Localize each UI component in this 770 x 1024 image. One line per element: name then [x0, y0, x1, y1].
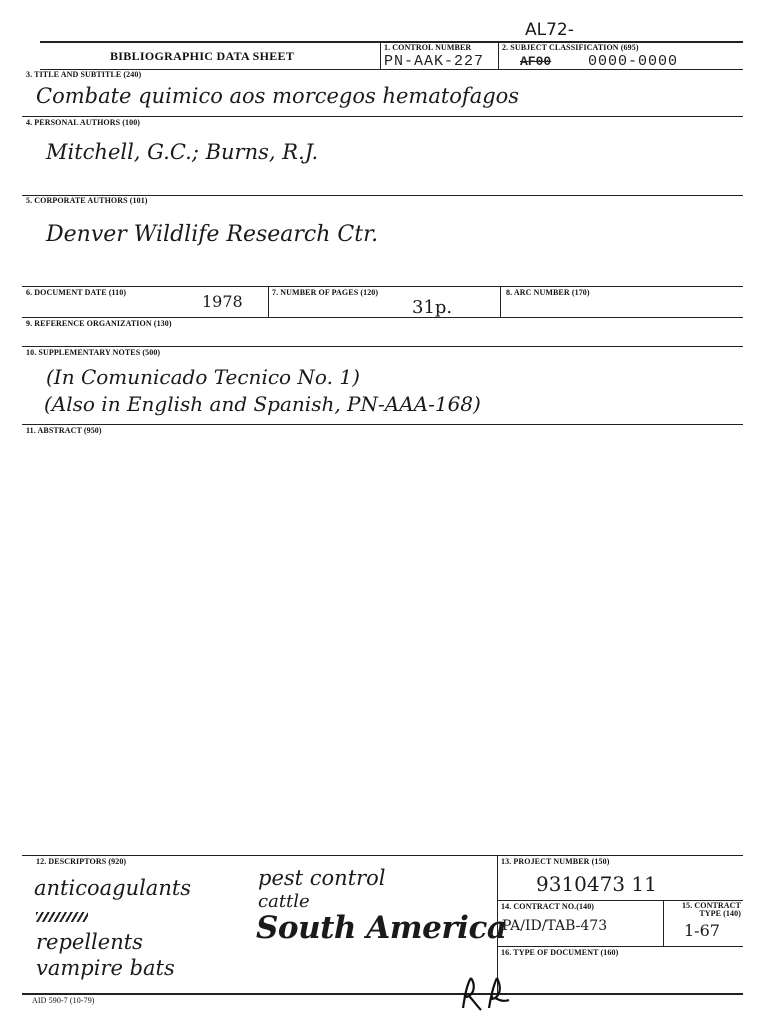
personal-authors-value[interactable]: Mitchell, G.C.; Burns, R.J. — [46, 140, 319, 164]
subject-classification-value[interactable]: 0000-0000 — [588, 53, 679, 70]
rule — [22, 116, 743, 117]
rule — [22, 855, 743, 856]
descriptor-item[interactable]: repellents — [36, 930, 143, 954]
title-value[interactable]: Combate quimico aos morcegos hematofagos — [36, 84, 520, 108]
divider — [500, 286, 501, 317]
document-date-label: 6. DOCUMENT DATE (110) — [26, 288, 127, 297]
corporate-authors-label: 5. CORPORATE AUTHORS (101) — [26, 196, 148, 205]
type-of-document-label: 16. TYPE OF DOCUMENT (160) — [501, 948, 619, 957]
rule — [22, 286, 743, 287]
descriptor-item[interactable]: pest control — [258, 866, 386, 890]
corporate-authors-value[interactable]: Denver Wildlife Research Ctr. — [46, 222, 379, 247]
rule — [40, 69, 743, 70]
reference-organization-label: 9. REFERENCE ORGANIZATION (130) — [26, 319, 172, 328]
rule — [22, 346, 743, 347]
divider — [498, 41, 499, 69]
divider — [663, 900, 664, 946]
descriptors-label: 12. DESCRIPTORS (920) — [36, 857, 127, 866]
descriptor-item[interactable]: vampire bats — [36, 956, 175, 980]
descriptor-item[interactable]: South America — [256, 910, 507, 946]
rule — [22, 317, 743, 318]
number-of-pages-label: 7. NUMBER OF PAGES (120) — [272, 288, 379, 297]
project-number-value[interactable]: 9310473 11 — [536, 872, 657, 896]
bottom-rule — [22, 993, 743, 995]
rule — [22, 424, 743, 425]
subject-classification-prefix: AF00 — [520, 54, 552, 69]
contract-no-label: 14. CONTRACT NO.(140) — [501, 902, 595, 911]
number-of-pages-value[interactable]: 31p. — [412, 297, 453, 318]
control-number-label: 1. CONTROL NUMBER — [384, 43, 472, 52]
supplementary-note-line-1[interactable]: (In Comunicado Tecnico No. 1) — [46, 365, 360, 389]
initials-mark — [455, 970, 525, 1012]
descriptor-item[interactable]: anticoagulants — [34, 876, 192, 900]
project-number-label: 13. PROJECT NUMBER (150) — [501, 857, 610, 866]
corner-note: AL72- — [525, 20, 574, 40]
abstract-label: 11. ABSTRACT (950) — [26, 426, 102, 435]
divider — [380, 41, 381, 69]
page-title: BIBLIOGRAPHIC DATA SHEET — [110, 49, 295, 63]
supplementary-notes-label: 10. SUPPLEMENTARY NOTES (500) — [26, 348, 161, 357]
abstract-area[interactable] — [22, 440, 743, 850]
personal-authors-label: 4. PERSONAL AUTHORS (100) — [26, 118, 141, 127]
contract-type-value[interactable]: 1-67 — [684, 921, 720, 940]
descriptor-item[interactable]: cattle — [258, 891, 310, 912]
arc-number-label: 8. ARC NUMBER (170) — [506, 288, 590, 297]
subject-classification-label: 2. SUBJECT CLASSIFICATION (695) — [502, 43, 639, 52]
divider — [268, 286, 269, 317]
rule — [497, 946, 743, 947]
contract-no-value[interactable]: PA/ID/TAB-473 — [502, 918, 608, 934]
contract-type-label: 15. CONTRACT TYPE (140) — [682, 901, 741, 918]
form-number: AID 590-7 (10-79) — [32, 996, 95, 1005]
supplementary-note-line-2[interactable]: (Also in English and Spanish, PN-AAA-168) — [44, 392, 481, 416]
title-label: 3. TITLE AND SUBTITLE (240) — [26, 70, 142, 79]
document-date-value[interactable]: 1978 — [202, 292, 243, 311]
scribble-mark — [36, 912, 88, 922]
control-number-value[interactable]: PN-AAK-227 — [384, 53, 485, 70]
